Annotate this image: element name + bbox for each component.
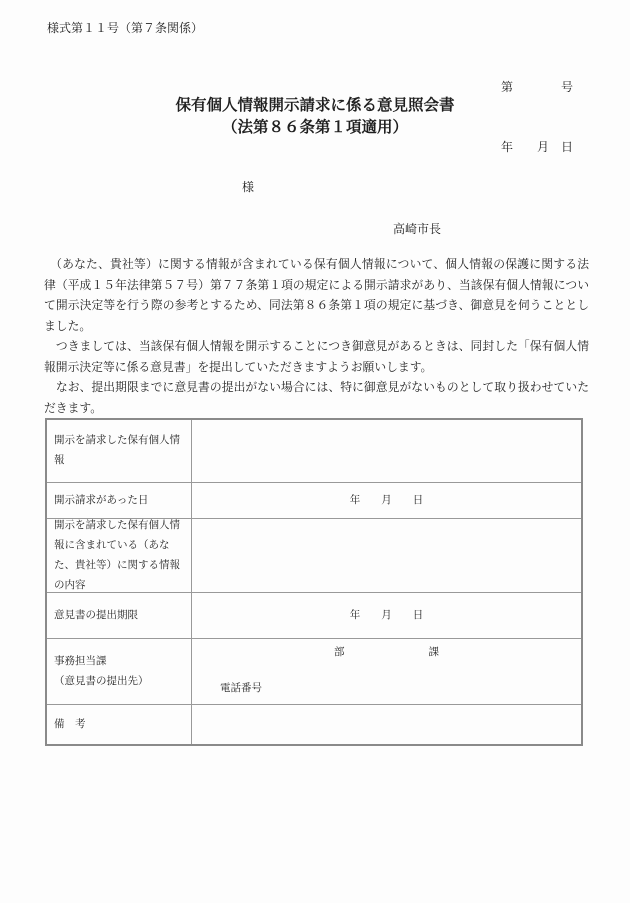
row-label: 備 考: [47, 705, 192, 744]
row-label: 開示を請求した保有個人情報に含まれている（あなた、貴社等）に関する情報の内容: [47, 519, 192, 592]
row-label: 開示請求があった日: [47, 483, 192, 518]
row-value-date: 年 月 日: [349, 494, 424, 506]
document-title: 保有個人情報開示請求に係る意見照会書: [175, 97, 455, 114]
document-title-block: [0, 95, 630, 139]
addressee-suffix: 様: [242, 180, 255, 194]
doc-date-line: 年 月 日: [500, 140, 573, 154]
row-label-line-2: （意見書の提出先）: [54, 675, 149, 687]
department-section-line: 部 課: [334, 647, 439, 658]
row-value-date: 年 月 日: [349, 609, 424, 621]
table-row-remarks: [47, 704, 581, 744]
row-label: [47, 639, 192, 704]
row-value-office: [192, 639, 581, 704]
row-label: 開示を請求した保有個人情報: [47, 420, 192, 482]
form-number-label: 様式第１１号（第７条関係）: [47, 21, 204, 35]
row-value-field: [192, 420, 581, 482]
paragraph-3: なお、提出期限までに意見書の提出がない場合には、特に御意見がないものとして取り扱わせていただきます。: [44, 380, 589, 415]
row-value-field: [192, 519, 581, 592]
table-row-request-date: [47, 482, 581, 518]
doc-number-line: 第 号: [500, 80, 573, 94]
table-row-requested-info: [47, 420, 581, 482]
form-table: [45, 418, 583, 746]
sender-name: 高崎市長: [393, 222, 442, 236]
row-label: 意見書の提出期限: [47, 593, 192, 638]
body-text: [44, 254, 589, 418]
row-value-field: [192, 705, 581, 744]
table-row-info-content: [47, 518, 581, 592]
row-label-line-1: 事務担当課: [54, 655, 107, 667]
table-row-submission-deadline: [47, 592, 581, 638]
document-subtitle: （法第８６条第１項適用）: [221, 119, 408, 136]
table-row-office-in-charge: [47, 638, 581, 704]
paragraph-1: （あなた、貴社等）に関する情報が含まれている保有個人情報について、個人情報の保護に関する法律（平成１５年法律第５７号）第７７条第１項の規定による開示請求があり、当該保有個人情報について開示決定等を行う際の参考とするため、同法第８６条第１項の規定に基づき、御意見を伺うこととしました。: [44, 257, 589, 333]
phone-number-label: 電話番号: [220, 683, 262, 694]
paragraph-2: つきましては、当該保有個人情報を開示することにつき御意見があるときは、同封した「保有個人情報開示決定等に係る意見書」を提出していただきますようお願いします。: [44, 339, 589, 374]
